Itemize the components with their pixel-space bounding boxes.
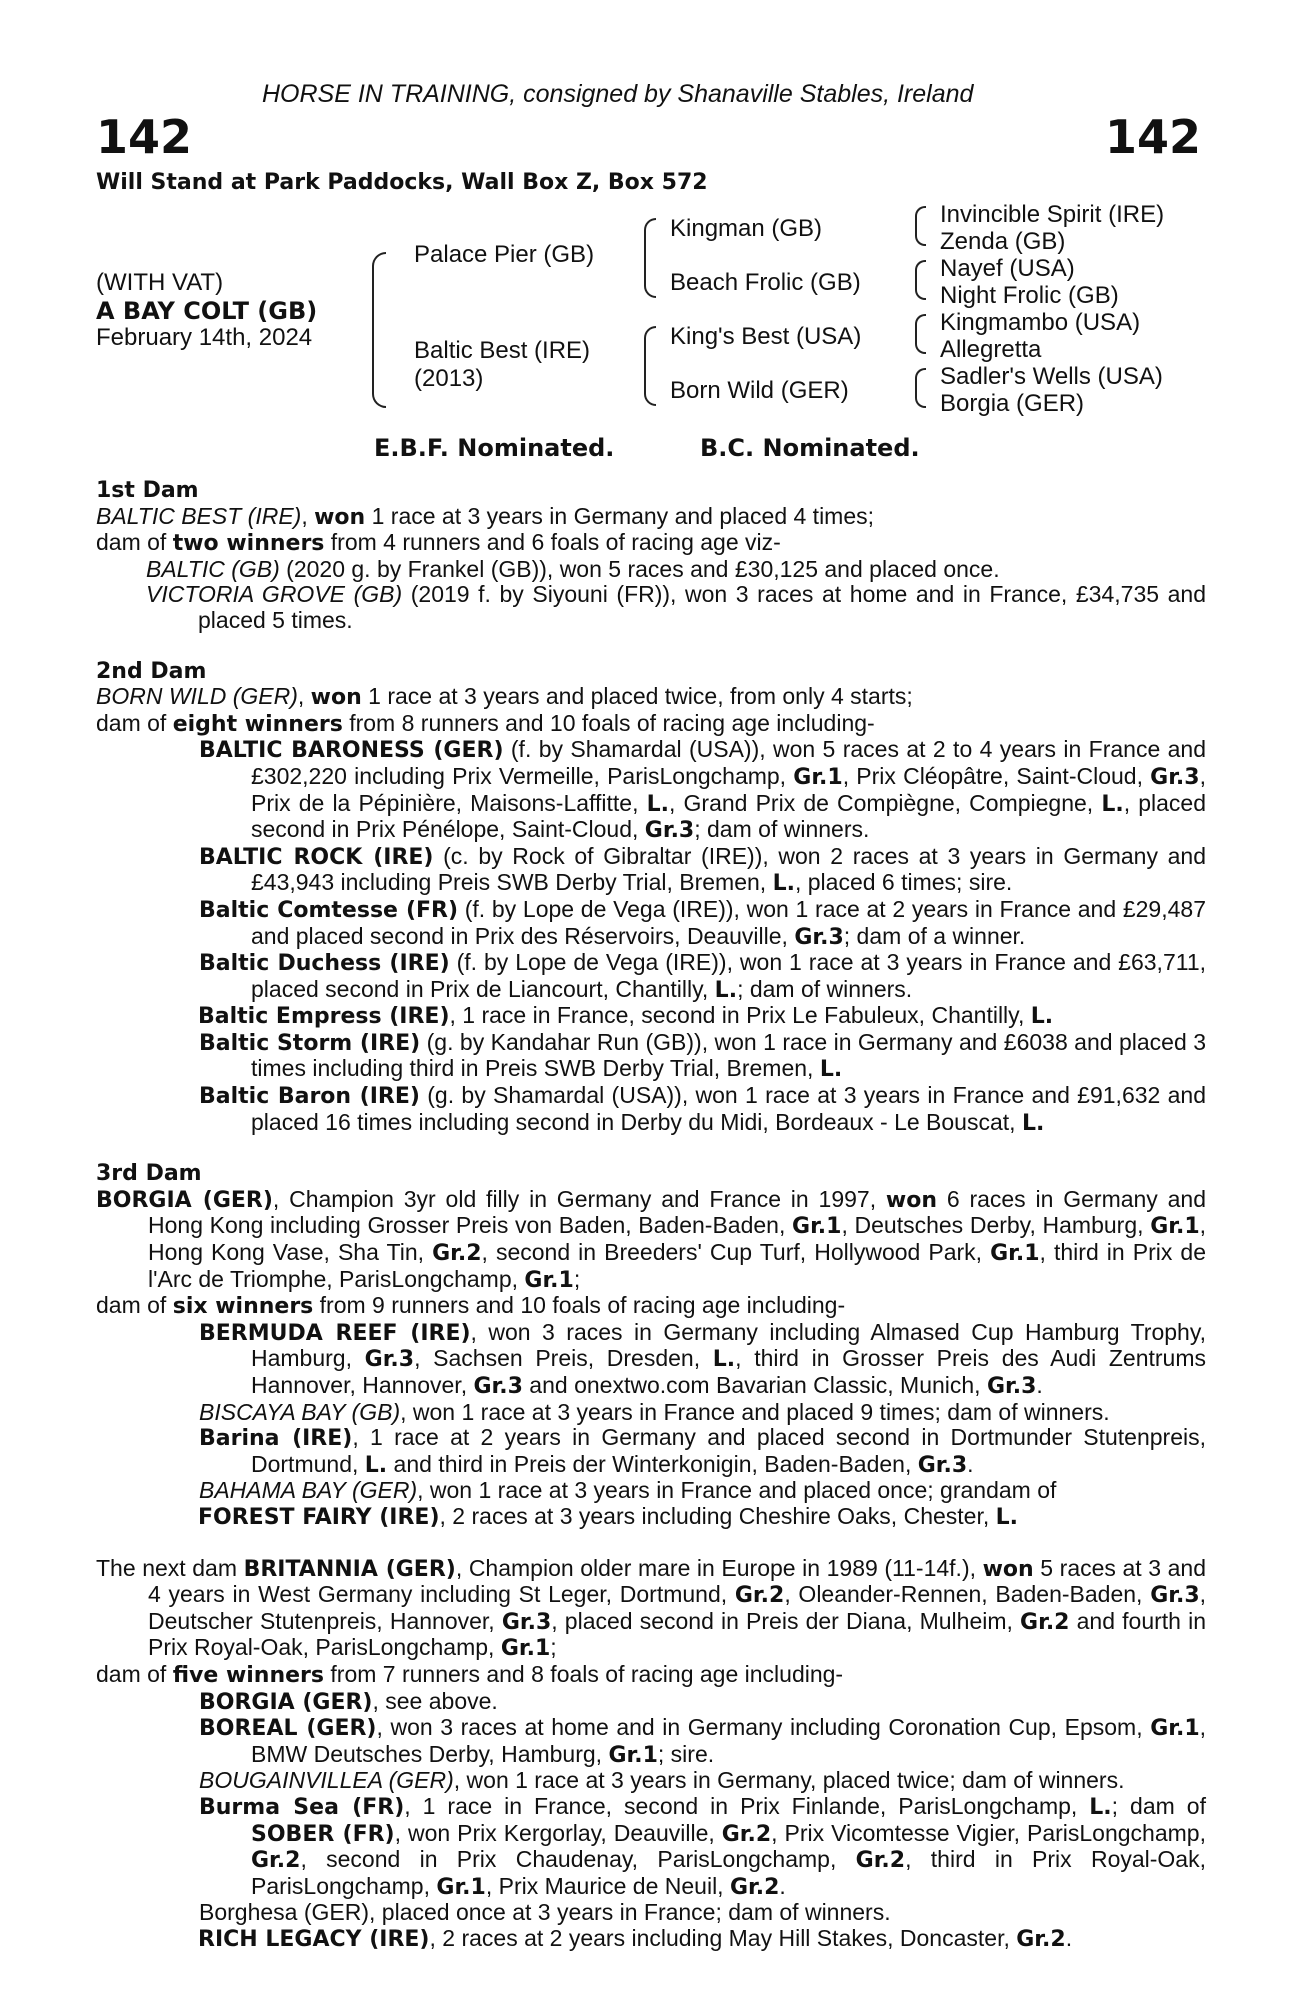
text: ;	[550, 1634, 557, 1661]
grade: Gr.3	[644, 818, 695, 844]
text: , 1 race in France, second in Prix Le Fabuleux, Chantilly,	[449, 1002, 1031, 1029]
text: , Champion 3yr old filly in Germany and France in 1997,	[272, 1185, 886, 1212]
ebf-nomination: E.B.F. Nominated.	[374, 434, 615, 462]
produce-entry	[96, 844, 1206, 897]
horse-name: RICH LEGACY (IRE)	[198, 1926, 430, 1952]
produce-count: five winners	[172, 1662, 325, 1688]
grade: L.	[995, 1504, 1019, 1530]
grandsire-1: Invincible Spirit (IRE)	[940, 201, 1165, 228]
vat-label: (WITH VAT)	[96, 269, 224, 296]
grade: Gr.1	[1150, 1716, 1200, 1742]
text: , third in Prix de l'Arc de Triomphe, ParisLongchamp,	[148, 1239, 1206, 1292]
dam: Baltic Best (IRE)	[414, 337, 591, 364]
second-dam-record: BORN WILD (GER), won 1 race at 3 years and placed twice, from only 4 starts;	[96, 683, 913, 711]
text: ; dam of	[1111, 1792, 1206, 1819]
pedigree-brace-main	[372, 252, 386, 408]
text: , Prix Vicomtesse Vigier, ParisLongchamp,	[771, 1819, 1206, 1846]
grade: Gr.3	[364, 1347, 415, 1373]
grade: Gr.3	[1150, 764, 1200, 790]
text: (c. by Rock of Gibraltar (IRE)), won 2 races at 3 years in Germany and £43,943 including Preis SWB Derby Trial, Bremen,	[251, 842, 1206, 896]
won: won	[310, 685, 362, 711]
text: .	[1065, 1924, 1073, 1951]
text: dam of	[96, 1660, 173, 1687]
dam-year: (2013)	[414, 365, 484, 392]
first-dam-record: BALTIC BEST (IRE), won 1 race at 3 years in Germany and placed 4 times;	[96, 502, 875, 530]
grandsire-4: Sadler's Wells (USA)	[940, 363, 1163, 390]
grade: Gr.1	[990, 1241, 1040, 1267]
grade: Gr.1	[436, 1874, 486, 1900]
grade: Gr.1	[793, 764, 843, 790]
produce-entry	[96, 1030, 1206, 1083]
second-dam-section	[96, 659, 1206, 1137]
second-dam-heading: 2nd Dam	[96, 658, 207, 684]
text: , won 3 races at home and in Germany including Coronation Cup, Epsom,	[376, 1714, 1151, 1741]
produce-entry	[96, 1715, 1206, 1768]
text: dam of	[96, 529, 173, 556]
text: and onextwo.com Bavarian Classic, Munich,	[522, 1372, 987, 1398]
text: from 7 runners and 8 foals of racing age including-	[324, 1660, 844, 1687]
produce-entry	[96, 1768, 1206, 1794]
grade: Gr.2	[729, 1874, 780, 1900]
text: , won 3 races in Germany including Almased Cup Hamburg Trophy, Hamburg,	[251, 1318, 1206, 1372]
text: ; sire.	[657, 1740, 715, 1767]
text: , 2 races at 3 years including Cheshire Oaks, Chester,	[439, 1502, 996, 1529]
text: , 2 races at 2 years including May Hill Stakes, Doncaster,	[429, 1924, 1017, 1951]
pedigree-brace-g3	[915, 314, 926, 354]
text: , Grand Prix de Compiègne, Compiegne,	[669, 789, 1102, 816]
next-dam-section	[96, 1556, 1206, 1953]
produce-entry	[96, 1900, 1206, 1926]
horse-name: BISCAYA BAY (GB)	[199, 1398, 401, 1425]
pedigree-brace-g4	[915, 368, 926, 408]
stand-location: Will Stand at Park Paddocks, Wall Box Z, Box 572	[96, 170, 708, 195]
horse-name: BERMUDA REEF (IRE)	[199, 1320, 471, 1346]
horse-name: BOUGAINVILLEA (GER)	[199, 1767, 454, 1794]
text: ; dam of winners.	[694, 816, 870, 843]
third-dam-heading: 3rd Dam	[96, 1161, 202, 1187]
grandsire-2: Nayef (USA)	[940, 255, 1075, 282]
produce-count: six winners	[172, 1294, 314, 1320]
sire-dam: Beach Frolic (GB)	[670, 269, 861, 296]
grade: Gr.1	[524, 1267, 574, 1293]
grade: L.	[646, 791, 670, 817]
text: (2020 g. by Frankel (GB)), won 5 races and £30,125 and placed once.	[279, 555, 1000, 582]
grade: L.	[712, 1347, 736, 1373]
text: 1 race at 3 years and placed twice, from only 4 starts;	[361, 683, 913, 710]
horse-name: BALTIC BARONESS (GER)	[199, 738, 504, 764]
pedigree-brace-dam	[644, 326, 656, 406]
horse-name: BALTIC (GB)	[146, 555, 280, 582]
consignment-line: HORSE IN TRAINING, consigned by Shanaville Stables, Ireland	[262, 80, 974, 108]
produce-entry-sub	[96, 1425, 1206, 1478]
text: .	[967, 1450, 974, 1477]
text: , Prix de la Pépinière, Maisons-Laffitte,	[251, 762, 1206, 816]
grade: L.	[1030, 1004, 1054, 1030]
pedigree-brace-g1	[915, 206, 926, 246]
sire-sire: Kingman (GB)	[670, 215, 823, 242]
horse-name: FOREST FAIRY (IRE)	[198, 1504, 440, 1530]
text: , Oleander-Rennen, Baden-Baden,	[784, 1581, 1151, 1608]
produce-entry	[96, 1400, 1206, 1426]
first-dam-section	[96, 478, 1206, 634]
text: The next dam	[96, 1554, 244, 1581]
text: 6 races in Germany and Hong Kong including Grosser Preis von Baden, Baden-Baden,	[148, 1185, 1207, 1239]
produce-entry	[96, 1320, 1206, 1400]
text: , third in Grosser Preis des Audi Zentrums Hannover, Hannover,	[251, 1345, 1207, 1398]
produce-entry	[96, 897, 1206, 950]
text: (2019 f. by Siyouni (FR)), won 3 races at home and in France, £34,735 and placed 5 times.	[198, 581, 1206, 633]
text: , won 1 race at 3 years in France and placed once; grandam of	[417, 1477, 1057, 1504]
produce-entry	[96, 1083, 1206, 1136]
horse-name: VICTORIA GROVE (GB)	[146, 581, 403, 608]
text: , BMW Deutsches Derby, Hamburg,	[251, 1714, 1207, 1767]
grade: Gr.3	[1150, 1583, 1200, 1609]
horse-name: Baltic Baron (IRE)	[199, 1084, 420, 1110]
text: (f. by Lope de Vega (IRE)), won 1 race at 3 years in France and £63,711, placed second in Prix de Liancourt, Chantilly,	[251, 949, 1207, 1002]
text: , won 1 race at 3 years in Germany, placed twice; dam of winners.	[453, 1767, 1125, 1794]
won: won	[982, 1556, 1034, 1582]
text: , Deutsches Derby, Hamburg,	[841, 1212, 1151, 1239]
grade: Gr.2	[1020, 1609, 1070, 1635]
grade: Gr.3	[917, 1452, 968, 1478]
granddam-4: Borgia (GER)	[940, 390, 1085, 417]
first-dam-desc: 1 race at 3 years in Germany and placed 4 times;	[365, 502, 875, 529]
text: , second in Prix Chaudenay, ParisLongchamp,	[300, 1846, 856, 1873]
produce-entry	[96, 1478, 1206, 1504]
grade: L.	[1089, 1794, 1112, 1820]
second-dam-produce	[96, 711, 1206, 738]
produce-entry-sub	[96, 1926, 1206, 1953]
horse-name: Baltic Empress (IRE)	[198, 1004, 450, 1030]
text: Borghesa (GER), placed once at 3 years in France; dam of winners.	[199, 1899, 891, 1926]
sire: Palace Pier (GB)	[414, 241, 595, 268]
grade: Gr.1	[608, 1742, 658, 1768]
produce-entry-sub	[96, 1794, 1206, 1900]
produce-entry	[96, 557, 1206, 583]
dam-dam: Born Wild (GER)	[670, 377, 849, 404]
grade: Gr.2	[251, 1848, 301, 1874]
produce-entry	[96, 1689, 1206, 1716]
third-dam-produce	[96, 1293, 1206, 1320]
text: , Sachsen Preis, Dresden,	[414, 1345, 713, 1372]
horse-name: Baltic Duchess (IRE)	[199, 951, 450, 977]
text: dam of	[96, 1292, 173, 1319]
grade: Gr.3	[794, 924, 844, 950]
produce-entry-sub	[96, 1504, 1206, 1531]
text: , placed 6 times; sire.	[794, 869, 1013, 896]
text: , placed second in Prix Pénélope, Saint-Cloud,	[251, 789, 1207, 843]
granddam-2: Night Frolic (GB)	[940, 282, 1119, 309]
grade: L.	[714, 977, 738, 1003]
horse-name: Baltic Storm (IRE)	[199, 1030, 421, 1056]
text: , Champion older mare in Europe in 1989 (11-14f.),	[455, 1554, 983, 1581]
text: ; dam of winners.	[737, 975, 913, 1002]
granddam-3: Allegretta	[940, 336, 1042, 363]
text: (f. by Shamardal (USA)), won 5 races at 2 to 4 years in France and £302,220 including Prix Vermeille, ParisLongchamp,	[251, 736, 1206, 789]
text: ;	[573, 1265, 581, 1292]
text: , third in Prix Royal-Oak, ParisLongchamp,	[251, 1846, 1206, 1899]
bc-nomination: B.C. Nominated.	[700, 434, 920, 462]
grade: L.	[819, 1057, 843, 1083]
grade: L.	[1021, 1110, 1045, 1136]
next-dam-record	[96, 1556, 1206, 1662]
horse-name: BALTIC ROCK (IRE)	[199, 844, 434, 870]
grade: Gr.3	[501, 1609, 552, 1635]
first-dam-name: BALTIC BEST (IRE)	[96, 502, 302, 529]
produce-entry-sub	[96, 1003, 1206, 1030]
horse-name: BOREAL (GER)	[199, 1716, 377, 1742]
first-dam-won: won	[314, 504, 366, 530]
produce-entry	[96, 950, 1206, 1003]
text: (f. by Lope de Vega (IRE)), won 1 race at 2 years in France and £29,487 and placed second in Prix des Réservoirs, Deauville,	[251, 895, 1206, 949]
text: and third in Preis der Winterkonigin, Baden-Baden,	[387, 1450, 918, 1477]
grandsire-3: Kingmambo (USA)	[940, 309, 1141, 336]
grade: Gr.1	[1150, 1214, 1200, 1240]
text: (g. by Shamardal (USA)), won 1 race at 3 years in France and £91,632 and placed 16 times including second in Derby du Midi, Bordeaux - Le Bouscat,	[251, 1082, 1207, 1135]
horse-name: Burma Sea (FR)	[199, 1794, 405, 1820]
foaling-date: February 14th, 2024	[96, 324, 313, 351]
produce-entry	[96, 582, 1206, 633]
horse-name: Baltic Comtesse (FR)	[199, 897, 459, 923]
text: (g. by Kandahar Run (GB)), won 1 race in Germany and £6038 and placed 3 times including third in Preis SWB Derby Trial, Bremen,	[251, 1028, 1206, 1082]
text: from 9 runners and 10 foals of racing age including-	[313, 1292, 846, 1319]
grade: Gr.2	[721, 1821, 772, 1847]
horse-name: Barina (IRE)	[199, 1426, 353, 1452]
grade: Gr.2	[1016, 1926, 1066, 1952]
grade: Gr.2	[734, 1583, 785, 1609]
lot-number-left: 142	[96, 110, 193, 164]
grade: Gr.1	[500, 1636, 551, 1662]
text: dam of	[96, 709, 173, 736]
text: , Hong Kong Vase, Sha Tin,	[148, 1212, 1207, 1266]
produce-entry	[96, 737, 1206, 843]
granddam-1: Zenda (GB)	[940, 228, 1066, 255]
text: , placed second in Preis der Diana, Mulheim,	[551, 1607, 1021, 1634]
next-dam-name: BRITANNIA (GER)	[243, 1556, 456, 1582]
text: , Prix Cléopâtre, Saint-Cloud,	[842, 762, 1151, 789]
second-dam-name: BORN WILD (GER)	[96, 683, 298, 710]
grade: L.	[364, 1452, 388, 1478]
text: , Deutscher Stutenpreis, Hannover,	[148, 1581, 1207, 1634]
third-dam-section	[96, 1161, 1206, 1530]
next-dam-produce	[96, 1662, 1206, 1689]
pedigree-brace-sire	[644, 218, 656, 298]
produce-count: two winners	[172, 531, 325, 557]
text: .	[1036, 1372, 1043, 1398]
won: won	[885, 1187, 938, 1213]
first-dam-produce	[96, 530, 1206, 557]
horse-name: BAHAMA BAY (GER)	[199, 1477, 418, 1504]
text: and fourth in Prix Royal-Oak, ParisLongchamp,	[148, 1607, 1206, 1661]
grade: Gr.2	[855, 1848, 906, 1874]
text: , Prix Maurice de Neuil,	[485, 1872, 730, 1899]
produce-count: eight winners	[172, 711, 343, 737]
horse-name: BORGIA (GER)	[199, 1689, 373, 1715]
text: , won 1 race at 3 years in France and placed 9 times; dam of winners.	[400, 1398, 1110, 1425]
text: from 4 runners and 6 foals of racing age viz-	[324, 529, 781, 556]
grade: Gr.2	[432, 1241, 482, 1267]
pedigree-brace-g2	[915, 260, 926, 300]
text: .	[779, 1872, 786, 1899]
grade: L.	[772, 871, 795, 897]
grade: L.	[1101, 791, 1124, 817]
dam-sire: King's Best (USA)	[670, 323, 862, 350]
third-dam-name: BORGIA (GER)	[96, 1187, 273, 1213]
lot-number-right: 142	[1104, 110, 1201, 164]
third-dam-record	[96, 1187, 1206, 1293]
first-dam-heading: 1st Dam	[96, 478, 199, 503]
catalogue-body	[96, 478, 1206, 1952]
text: 5 races at 3 and 4 years in West Germany including St Leger, Dortmund,	[148, 1554, 1206, 1608]
horse-name: SOBER (FR)	[251, 1821, 395, 1847]
text: , second in Breeders' Cup Turf, Hollywood Park,	[481, 1239, 991, 1266]
grade: Gr.3	[986, 1374, 1037, 1399]
grade: Gr.3	[473, 1374, 523, 1399]
text: from 8 runners and 10 foals of racing age including-	[342, 709, 875, 736]
text: , see above.	[372, 1687, 498, 1714]
horse-name: A BAY COLT (GB)	[96, 297, 318, 325]
grade: Gr.1	[792, 1214, 842, 1240]
text: , 1 race in France, second in Prix Finlande, ParisLongchamp,	[404, 1792, 1090, 1819]
text: , 1 race at 2 years in Germany and placed second in Dortmunder Stutenpreis, Dortmund,	[251, 1424, 1206, 1477]
text: ; dam of a winner.	[843, 922, 1026, 949]
text: , won Prix Kergorlay, Deauville,	[394, 1819, 722, 1846]
